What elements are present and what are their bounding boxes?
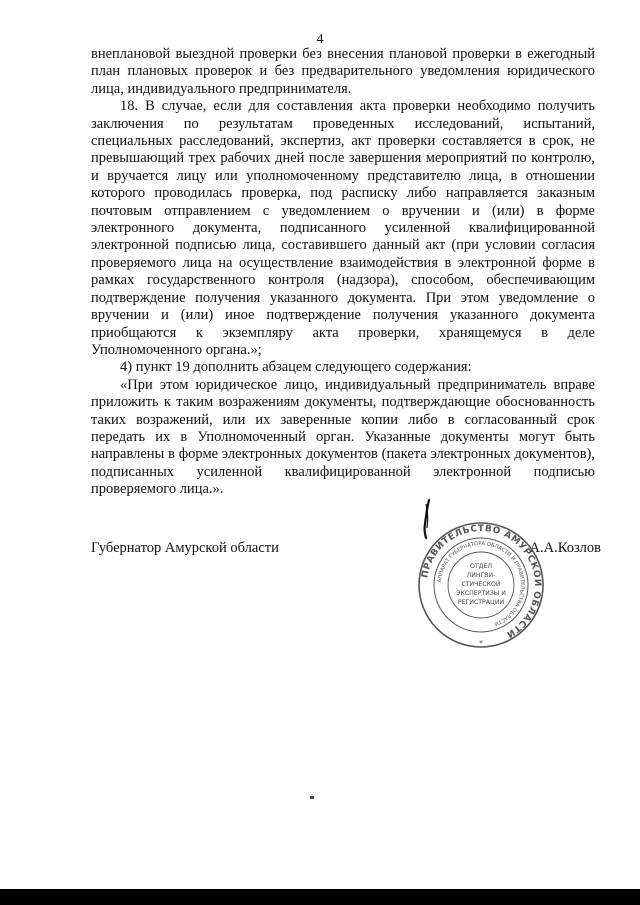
scan-bottom-border bbox=[0, 889, 640, 905]
paragraph-quote: «При этом юридическое лицо, индивидуальный предприниматель вправе приложить к таким возражениям документы, подтверждающие обоснованность таких возражений, или их заверенные копии либо в согласованный срок передать их в Уполномоченный орган. Указанные документы могут быть направлены в форме электронных документов (пакета электронных документов), подписанных усиленной квалифицированной электронной подписью проверяемого лица.». bbox=[91, 376, 595, 498]
paragraph-1: внеплановой выездной проверки без внесения плановой проверки в ежегодный план плановых проверок и без предварительного уведомления юридического лица, индивидуального предпринимателя. bbox=[91, 46, 595, 97]
paragraph-item-18: 18. В случае, если для составления акта проверки необходимо получить заключения по результатам проведенных исследований, испытаний, специальных расследований, экспертиз, акт проверки составляется в срок, не превышающий трех рабочих дней после завершения мероприятий по контролю, и вручается лицу или уполномоченному представителю лица, в отношении которого проводилась проверка, под расписку либо направляется заказным почтовым отправлением с уведомлением о вручении и (или) в форме электронного документа, подписанного усиленной квалифицированной электронной подписью лица, составившего данный акт (при условии согласия проверяемого лица на осуществление взаимодействия в электронной форме в рамках государственного контроля (надзора), способом, обеспечивающим подтверждение получения указанного документа. При этом уведомление о вручении и (или) иное подтверждение получения указанного документа приобщаются к экземпляру акта проверки, хранящемуся в деле Уполномоченного органа.»; bbox=[91, 98, 595, 358]
svg-text:ЭКСПЕРТИЗЫ И: ЭКСПЕРТИЗЫ И bbox=[456, 590, 506, 597]
svg-text:ЛИНГВИ-: ЛИНГВИ- bbox=[466, 572, 496, 579]
document-body bbox=[91, 46, 595, 499]
official-seal bbox=[416, 520, 546, 650]
page-number: 4 bbox=[316, 32, 324, 47]
svg-text:ПРАВИТЕЛЬСТВО АМУРСКОЙ ОБЛАСТИ: ПРАВИТЕЛЬСТВО АМУРСКОЙ ОБЛАСТИ bbox=[420, 523, 543, 640]
svg-text:АППАРАТ ГУБЕРНАТОРА ОБЛАСТИ И: АППАРАТ ГУБЕРНАТОРА ОБЛАСТИ И ПРАВИТЕЛЬСТВА ОБЛАСТИ bbox=[437, 540, 526, 627]
svg-text:*: * bbox=[479, 639, 483, 648]
paragraph-item-4: 4) пункт 19 дополнить абзацем следующего содержания: bbox=[120, 359, 472, 376]
signatory-title: Губернатор Амурской области bbox=[91, 540, 279, 556]
svg-text:ОТДЕЛ: ОТДЕЛ bbox=[469, 563, 493, 570]
scan-speck bbox=[310, 796, 314, 799]
signatory-name: А.А.Козлов bbox=[529, 540, 601, 556]
svg-text:СТИЧЕСКОЙ: СТИЧЕСКОЙ bbox=[461, 581, 501, 588]
svg-text:РЕГИСТРАЦИИ: РЕГИСТРАЦИИ bbox=[457, 599, 505, 606]
